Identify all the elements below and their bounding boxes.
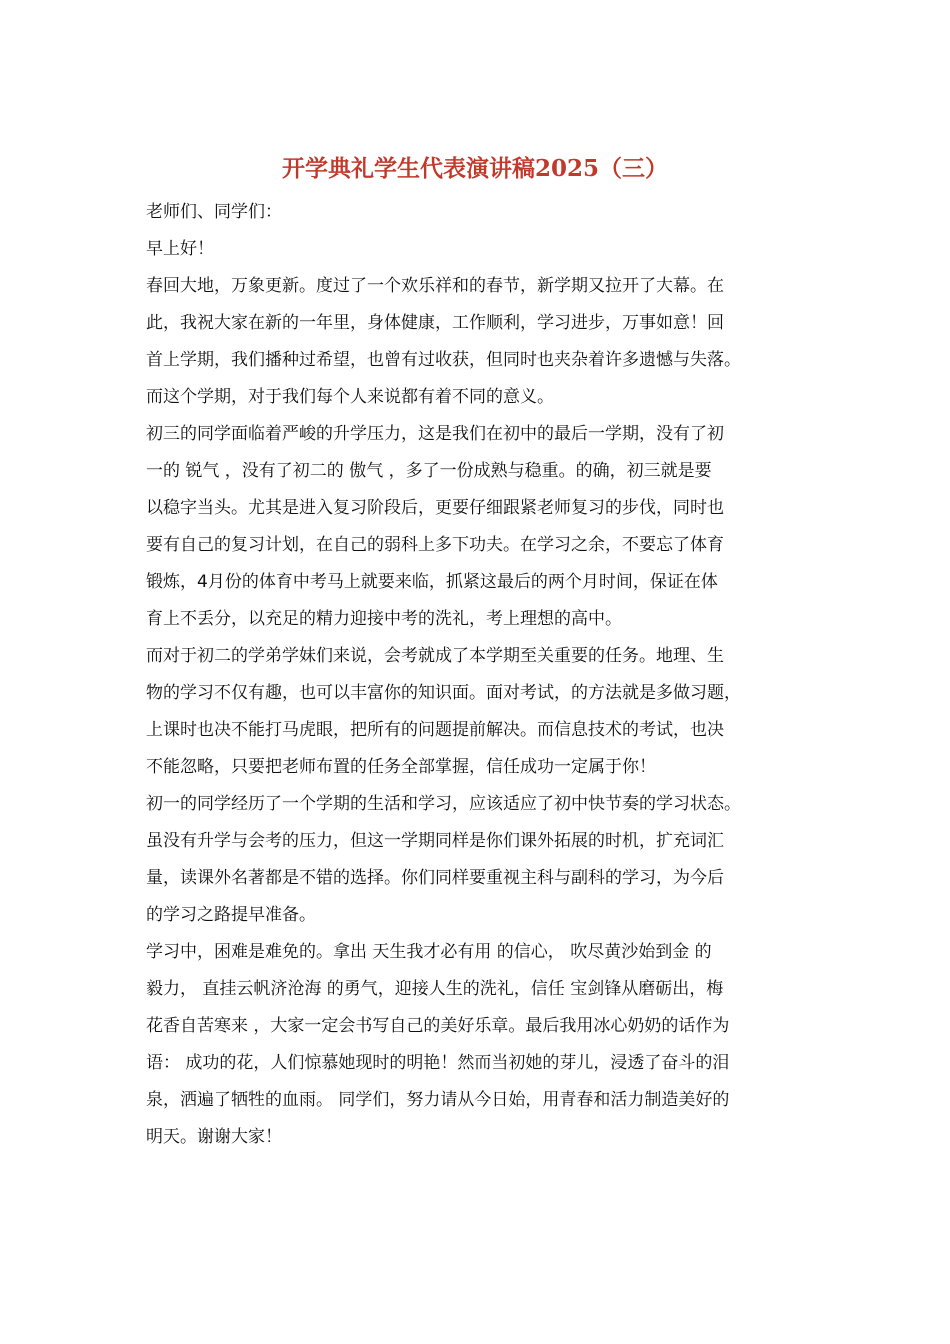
text-line: 首上学期，我们播种过希望，也曾有过收获，但同时也夹杂着许多遗憾与失落。 [146, 350, 741, 370]
text-line: 春回大地，万象更新。度过了一个欢乐祥和的春节，新学期又拉开了大幕。在 [146, 276, 724, 296]
text-line: 量，读课外名著都是不错的选择。你们同样要重视主科与副科的学习，为今后 [146, 868, 724, 888]
text-line: 毅力， 直挂云帆济沧海 的勇气，迎接人生的洗礼，信任 宝剑锋从磨砺出，梅 [146, 979, 724, 999]
text-line: 早上好！ [146, 239, 214, 259]
text-line: 而对于初二的学弟学妹们来说，会考就成了本学期至关重要的任务。地理、生 [146, 646, 724, 666]
text-line: 上课时也决不能打马虎眼，把所有的问题提前解决。而信息技术的考试，也决 [146, 720, 724, 740]
text-line: 此，我祝大家在新的一年里，身体健康，工作顺利，学习进步，万事如意！回 [146, 313, 724, 333]
text-line: 一的 锐气 ，没有了初二的 傲气 ，多了一份成熟与稳重。的确，初三就是要 [146, 461, 712, 481]
text-line: 学习中，困难是难免的。拿出 天生我才必有用 的信心， 吹尽黄沙始到金 的 [146, 942, 712, 962]
text-line: 虽没有升学与会考的压力，但这一学期同样是你们课外拓展的时机，扩充词汇 [146, 831, 724, 851]
text-line: 不能忽略，只要把老师布置的任务全部掌握，信任成功一定属于你！ [146, 757, 656, 777]
text-line: 明天。谢谢大家！ [146, 1127, 282, 1147]
text-line: 老师们、同学们： [146, 202, 282, 222]
text-line: 泉，洒遍了牺牲的血雨。 同学们，努力请从今日始，用青春和活力制造美好的 [146, 1090, 730, 1110]
text-line: 花香自苦寒来 ，大家一定会书写自己的美好乐章。最后我用冰心奶奶的话作为 [146, 1016, 730, 1036]
document-title: 开学典礼学生代表演讲稿2025（三） [281, 155, 668, 182]
text-line: 要有自己的复习计划，在自己的弱科上多下功夫。在学习之余，不要忘了体育 [146, 535, 724, 555]
text-line: 而这个学期，对于我们每个人来说都有着不同的意义。 [146, 387, 554, 407]
document-body [146, 194, 816, 1156]
text-line: 以稳字当头。尤其是进入复习阶段后，更要仔细跟紧老师复习的步伐，同时也 [146, 498, 724, 518]
text-line: 锻炼，4月份的体育中考马上就要来临，抓紧这最后的两个月时间，保证在体 [146, 572, 718, 592]
text-line: 语： 成功的花，人们惊慕她现时的明艳！然而当初她的芽儿，浸透了奋斗的泪 [146, 1053, 730, 1073]
text-line: 初一的同学经历了一个学期的生活和学习，应该适应了初中快节奏的学习状态。 [146, 794, 741, 814]
text-line: 初三的同学面临着严峻的升学压力，这是我们在初中的最后一学期，没有了初 [146, 424, 724, 444]
text-line: 的学习之路提早准备。 [146, 905, 316, 925]
text-line: 育上不丢分，以充足的精力迎接中考的洗礼，考上理想的高中。 [146, 609, 622, 629]
text-line: 物的学习不仅有趣，也可以丰富你的知识面。面对考试，的方法就是多做习题， [146, 683, 741, 703]
